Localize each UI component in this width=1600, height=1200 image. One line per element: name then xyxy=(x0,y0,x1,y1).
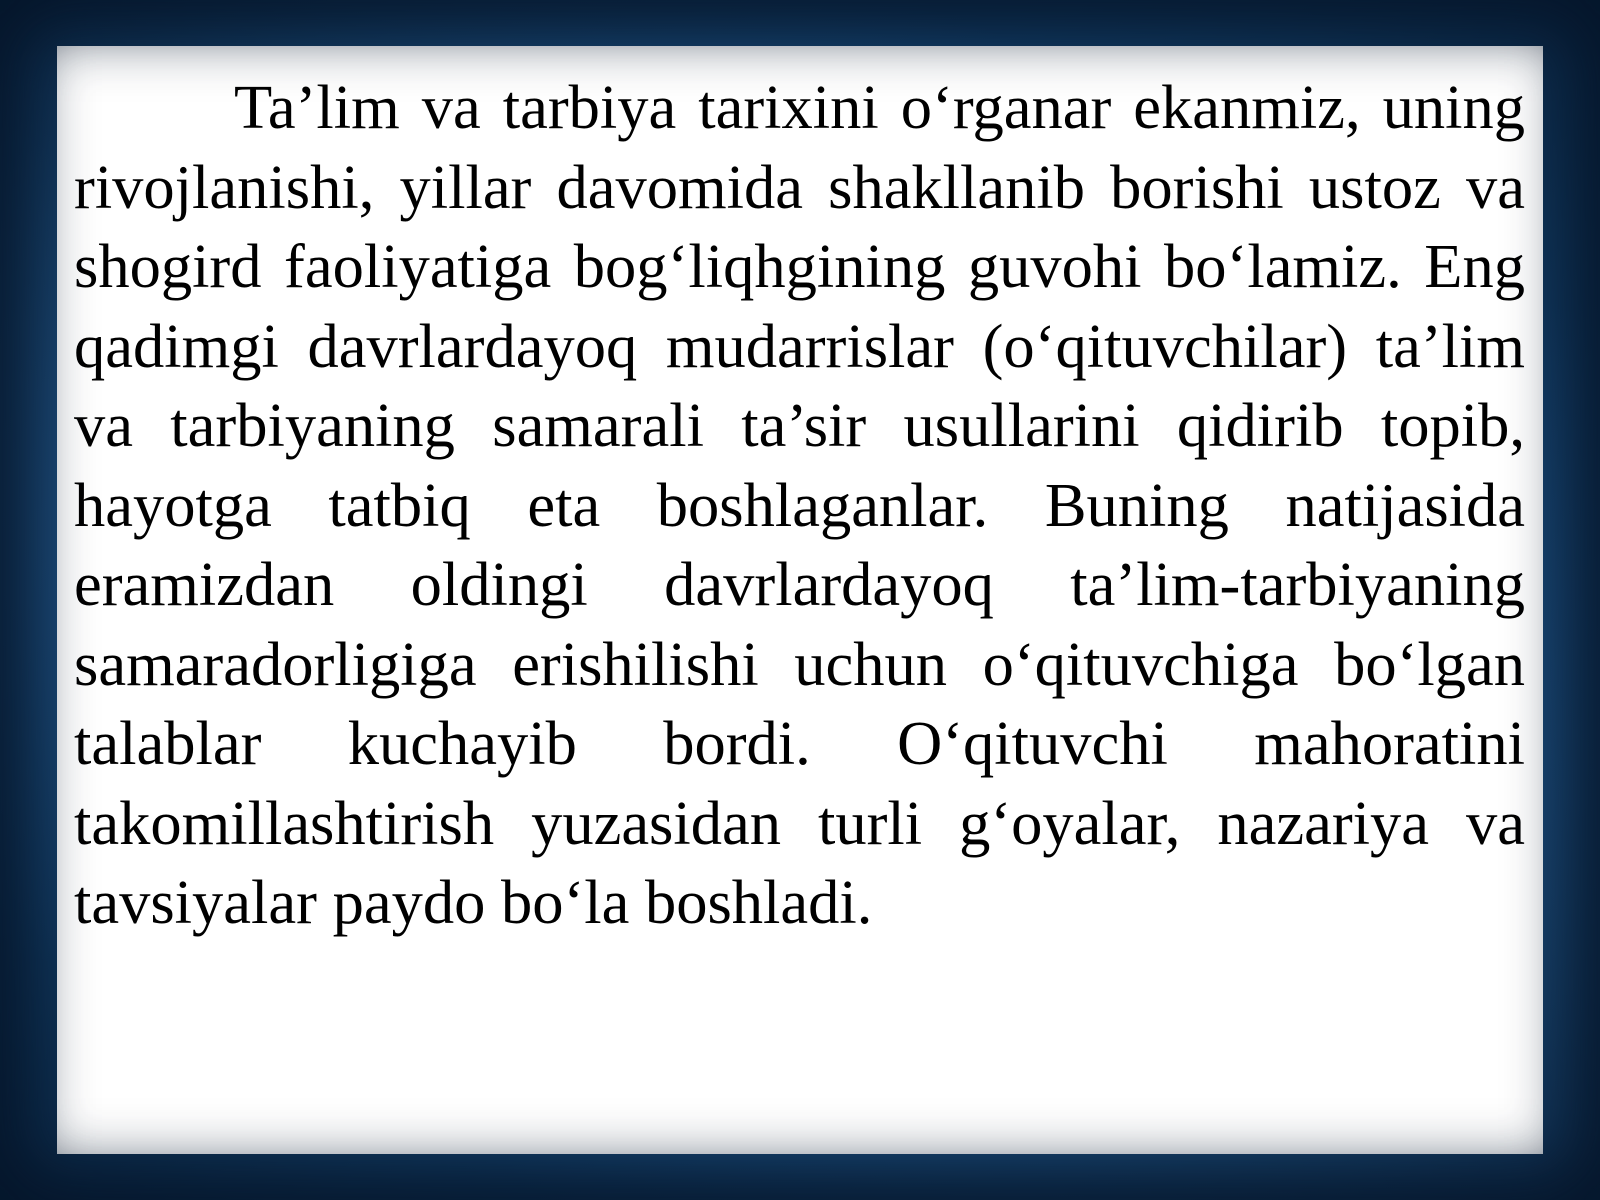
slide-content-panel xyxy=(57,46,1543,1154)
body-paragraph: Ta’lim va tarbiya tarixini o‘rganar ekanmiz, uning rivojlanishi, yillar davomida shakllanib borishi ustoz va shogird faoliyatiga bog‘liqhgining guvohi bo‘lamiz. Eng qadimgi davrlardayoq mudarrislar (o‘qituvchilar) ta’lim va tarbiyaning samarali ta’sir usullarini qidirib topib, hayotga tatbiq eta boshlaganlar. Buning natijasida eramizdan oldingi davrlardayoq ta’lim-tarbiyaning samaradorligiga erishilishi uchun o‘qituvchiga bo‘lgan talablar kuchayib bordi. O‘qituvchi mahoratini takomillashtirish yuzasidan turli g‘oyalar, nazariya va tavsiyalar paydo bo‘la boshladi. xyxy=(74,72,1525,937)
